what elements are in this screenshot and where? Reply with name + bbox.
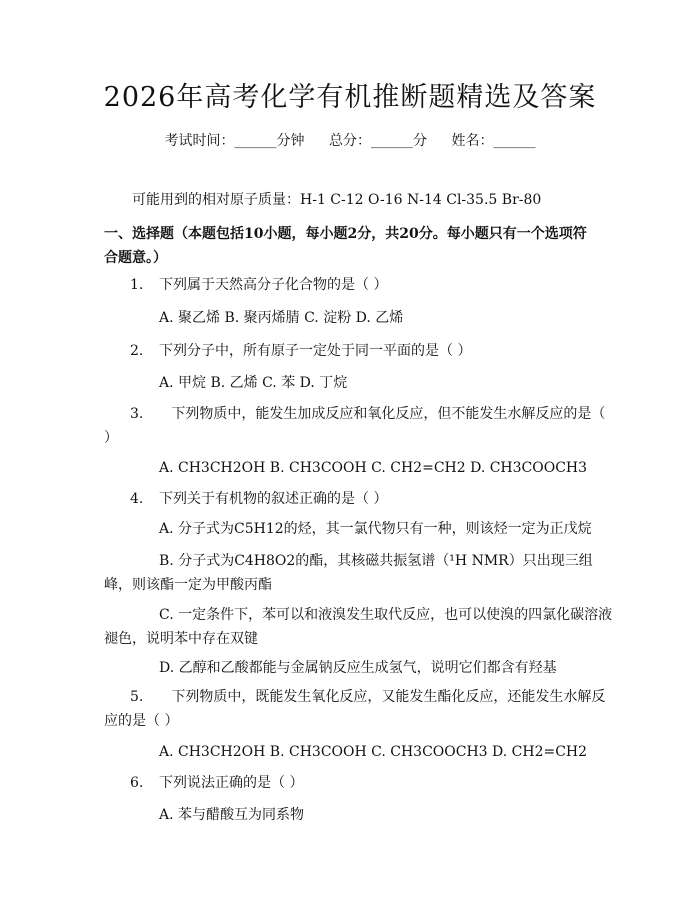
question-6-number: 6.: [130, 775, 144, 791]
section-heading: 一、选择题（本题包括10小题，每小题2分，共20分。每小题只有一个选项符合题意。）: [104, 226, 587, 266]
exam-info-line: [0, 131, 700, 151]
question-5-stem: 下列物质中，既能发生氧化反应，又能发生酯化反应，还能发生水解反应的是（ ）: [104, 689, 606, 729]
question-4-option-c: C. 一定条件下，苯可以和液溴发生取代反应，也可以使溴的四氯化碳溶液褪色，说明苯中存在双键: [104, 607, 613, 647]
atomic-masses-note: 可能用到的相对原子质量：H-1 C-12 O-16 N-14 Cl-35.5 Br-80: [132, 192, 542, 208]
question-2-options: A. 甲烷 B. 乙烯 C. 苯 D. 丁烷: [159, 375, 348, 391]
document-title: 2026年高考化学有机推断题精选及答案: [103, 82, 597, 113]
question-1-number: 1.: [130, 277, 144, 293]
question-2-stem: 下列分子中，所有原子一定处于同一平面的是（ ）: [159, 343, 472, 359]
student-name-field: 姓名：______: [451, 133, 536, 149]
question-6-option-a: A. 苯与醋酸互为同系物: [159, 807, 305, 823]
question-4-option-b: B. 分子式为C4H8O2的酯，其核磁共振氢谱（¹H NMR）只出现三组峰，则该酯一定为甲酸丙酯: [104, 553, 593, 593]
question-6-stem: 下列说法正确的是（ ）: [159, 775, 304, 791]
question-5-options: A. CH3CH2OH B. CH3COOH C. CH3COOCH3 D. CH2=CH2: [159, 744, 588, 760]
question-1-stem: 下列属于天然高分子化合物的是（ ）: [159, 277, 388, 293]
exam-time-field: 考试时间：______分钟: [164, 133, 305, 149]
question-4-stem: 下列关于有机物的叙述正确的是（ ）: [159, 491, 388, 507]
question-4-option-d: D. 乙醇和乙酸都能与金属钠反应生成氢气，说明它们都含有羟基: [159, 660, 557, 676]
question-3-stem: 下列物质中，能发生加成反应和氧化反应，但不能发生水解反应的是（ ）: [104, 406, 606, 446]
question-4-option-a: A. 分子式为C5H12的烃，其一氯代物只有一种，则该烃一定为正戊烷: [159, 521, 592, 537]
question-3-stem-block: [104, 402, 614, 450]
total-score-field: 总分：______分: [329, 133, 427, 149]
question-5-number: 5.: [130, 689, 144, 705]
question-5-stem-block: [104, 685, 614, 733]
question-3-number: 3.: [130, 406, 144, 422]
question-1-options: A. 聚乙烯 B. 聚丙烯腈 C. 淀粉 D. 乙烯: [159, 310, 404, 326]
question-4-number: 4.: [130, 491, 144, 507]
question-2-number: 2.: [130, 343, 144, 359]
question-3-options: A. CH3CH2OH B. CH3COOH C. CH2=CH2 D. CH3COOCH3: [159, 460, 588, 476]
